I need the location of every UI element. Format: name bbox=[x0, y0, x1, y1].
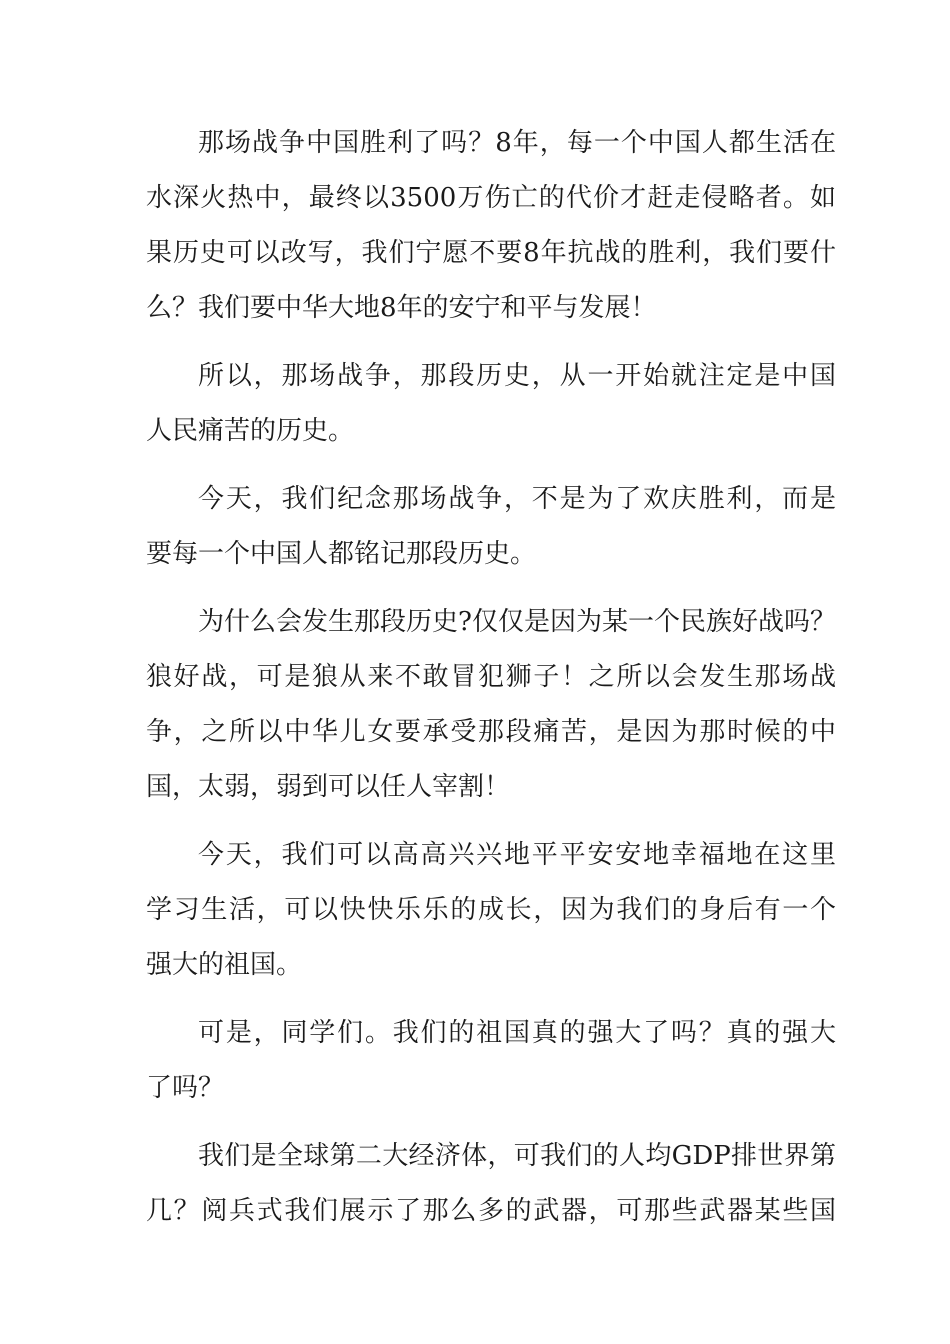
paragraph-6 bbox=[146, 1006, 836, 1116]
text-line: 可是，同学们。我们的祖国真的强大了吗？真的强大 bbox=[198, 1018, 836, 1048]
paragraph-2 bbox=[146, 349, 836, 459]
text-line: 所以，那场战争，那段历史，从一开始就注定是中国 bbox=[198, 361, 836, 391]
text-line: 要每一个中国人都铭记那段历史。 bbox=[146, 539, 537, 569]
paragraph-5 bbox=[146, 828, 836, 993]
text-line: 那场战争中国胜利了吗？8年，每一个中国人都生活在 bbox=[198, 128, 836, 158]
text-line: 几？阅兵式我们展示了那么多的武器，可那些武器某些国 bbox=[146, 1196, 836, 1226]
text-line: 果历史可以改写，我们宁愿不要8年抗战的胜利，我们要什 bbox=[146, 238, 836, 268]
text-line: 国，太弱，弱到可以任人宰割！ bbox=[146, 772, 511, 802]
paragraph-3 bbox=[146, 472, 836, 582]
text-line: 么？我们要中华大地8年的安宁和平与发展！ bbox=[146, 293, 657, 323]
paragraph-4 bbox=[146, 595, 836, 815]
text-line: 狼好战，可是狼从来不敢冒犯狮子！之所以会发生那场战 bbox=[146, 662, 836, 692]
paragraph-7 bbox=[146, 1129, 836, 1239]
text-line: 了吗？ bbox=[146, 1073, 225, 1103]
text-line: 争，之所以中华儿女要承受那段痛苦，是因为那时候的中 bbox=[146, 717, 836, 747]
document-body bbox=[146, 116, 836, 1252]
text-line: 我们是全球第二大经济体，可我们的人均GDP排世界第 bbox=[198, 1141, 836, 1171]
text-line: 今天，我们纪念那场战争，不是为了欢庆胜利，而是 bbox=[198, 484, 836, 514]
text-line: 为什么会发生那段历史?仅仅是因为某一个民族好战吗？ bbox=[198, 607, 836, 637]
text-line: 水深火热中，最终以3500万伤亡的代价才赶走侵略者。如 bbox=[146, 183, 836, 213]
text-line: 今天，我们可以高高兴兴地平平安安地幸福地在这里 bbox=[198, 840, 836, 870]
paragraph-1 bbox=[146, 116, 836, 336]
text-line: 人民痛苦的历史。 bbox=[146, 416, 355, 446]
text-line: 强大的祖国。 bbox=[146, 950, 303, 980]
text-line: 学习生活，可以快快乐乐的成长，因为我们的身后有一个 bbox=[146, 895, 836, 925]
